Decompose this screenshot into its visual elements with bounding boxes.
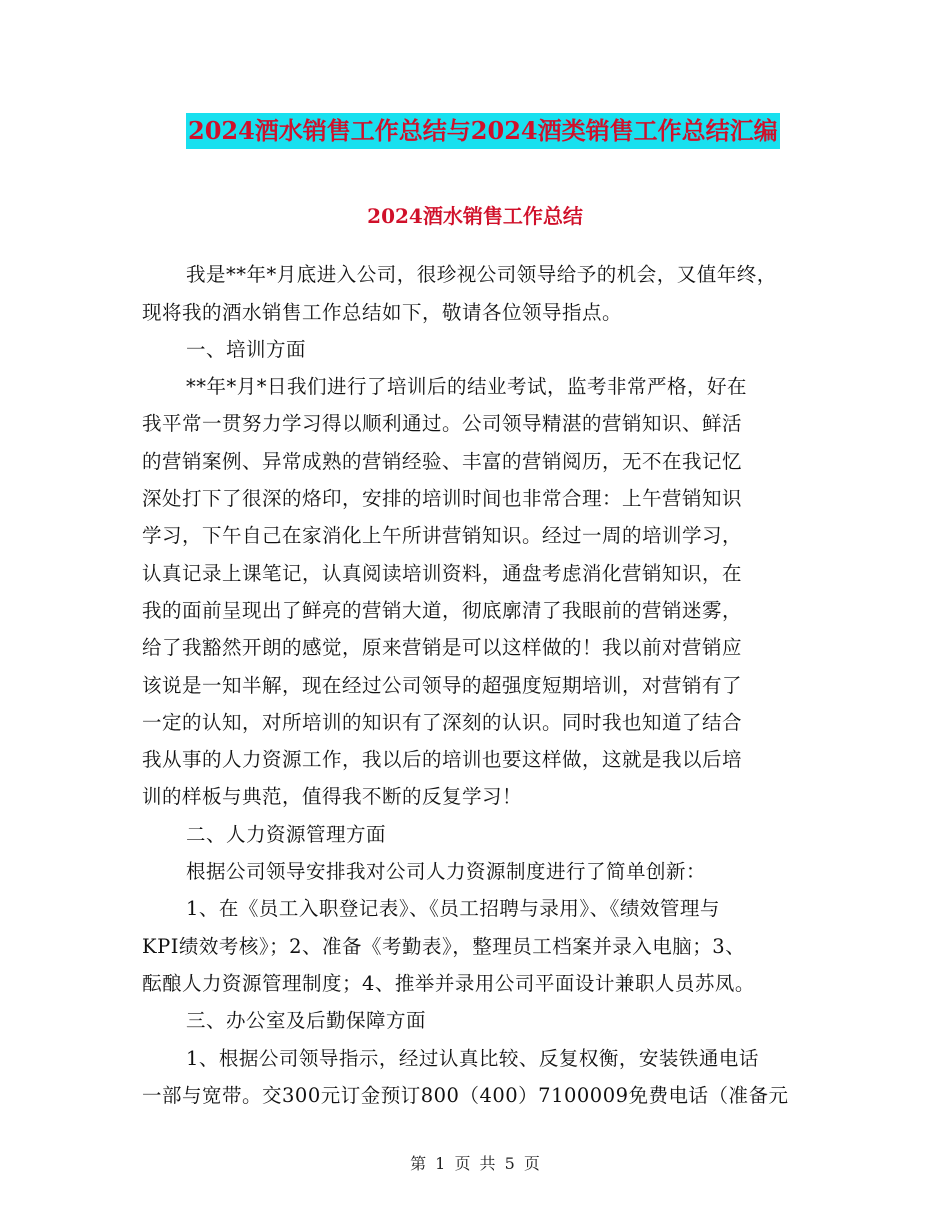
document-title: 2024酒水销售工作总结与2024酒类销售工作总结汇编 <box>186 113 780 149</box>
paragraph-line: 学习，下午自己在家消化上午所讲营销知识。经过一周的培训学习， <box>142 524 743 548</box>
paragraph-line: 的营销案例、异常成熟的营销经验、丰富的营销阅历，无不在我记忆 <box>142 449 743 473</box>
heading-hr-management: 二、人力资源管理方面 <box>186 822 387 846</box>
paragraph-line: 1、根据公司领导指示，经过认真比较、反复权衡，安装铁通电话 <box>186 1046 759 1070</box>
paragraph-line: 我的面前呈现出了鲜亮的营销大道，彻底廓清了我眼前的营销迷雾， <box>142 598 743 622</box>
heading-training: 一、培训方面 <box>186 337 307 361</box>
heading-office-logistics: 三、办公室及后勤保障方面 <box>186 1009 427 1033</box>
paragraph-line: 一部与宽带。交300元订金预订800（400）7100009免费电话（准备元 <box>142 1083 789 1107</box>
paragraph-line: **年*月*日我们进行了培训后的结业考试，监考非常严格，好在 <box>186 375 748 399</box>
body-line-spacer <box>142 219 832 256</box>
section-title: 2024酒水销售工作总结 <box>367 204 583 228</box>
page-footer: 第 1 页 共 5 页 <box>410 1154 540 1173</box>
paragraph-line: KPI绩效考核》；2、准备《考勤表》，整理员工档案并录入电脑；3、 <box>142 934 746 958</box>
paragraph-line: 训的样板与典范，值得我不断的反复学习！ <box>142 785 523 809</box>
paragraph-line: 我是**年*月底进入公司，很珍视公司领导给予的机会，又值年终， <box>186 263 777 287</box>
paragraph-line: 给了我豁然开朗的感觉，原来营销是可以这样做的！我以前对营销应 <box>142 636 743 660</box>
paragraph-line: 根据公司领导安排我对公司人力资源制度进行了简单创新： <box>186 860 707 884</box>
paragraph-line: 深处打下了很深的烙印，安排的培训时间也非常合理：上午营销知识 <box>142 487 743 511</box>
paragraph-line: 该说是一知半解，现在经过公司领导的超强度短期培训，对营销有了 <box>142 673 743 697</box>
paragraph-line: 1、在《员工入职登记表》、《员工招聘与录用》、《绩效管理与 <box>186 897 720 921</box>
document-body <box>142 219 832 1114</box>
paragraph-line: 我从事的人力资源工作，我以后的培训也要这样做，这就是我以后培 <box>142 748 743 772</box>
paragraph-line: 认真记录上课笔记，认真阅读培训资料，通盘考虑消化营销知识，在 <box>142 561 743 585</box>
paragraph-line: 我平常一贯努力学习得以顺利通过。公司领导精湛的营销知识、鲜活 <box>142 412 743 436</box>
paragraph-line: 酝酿人力资源管理制度；4、推举并录用公司平面设计兼职人员苏凤。 <box>142 971 755 995</box>
paragraph-line: 一定的认知，对所培训的知识有了深刻的认识。同时我也知道了结合 <box>142 710 743 734</box>
paragraph-line: 现将我的酒水销售工作总结如下，敬请各位领导指点。 <box>142 300 623 324</box>
